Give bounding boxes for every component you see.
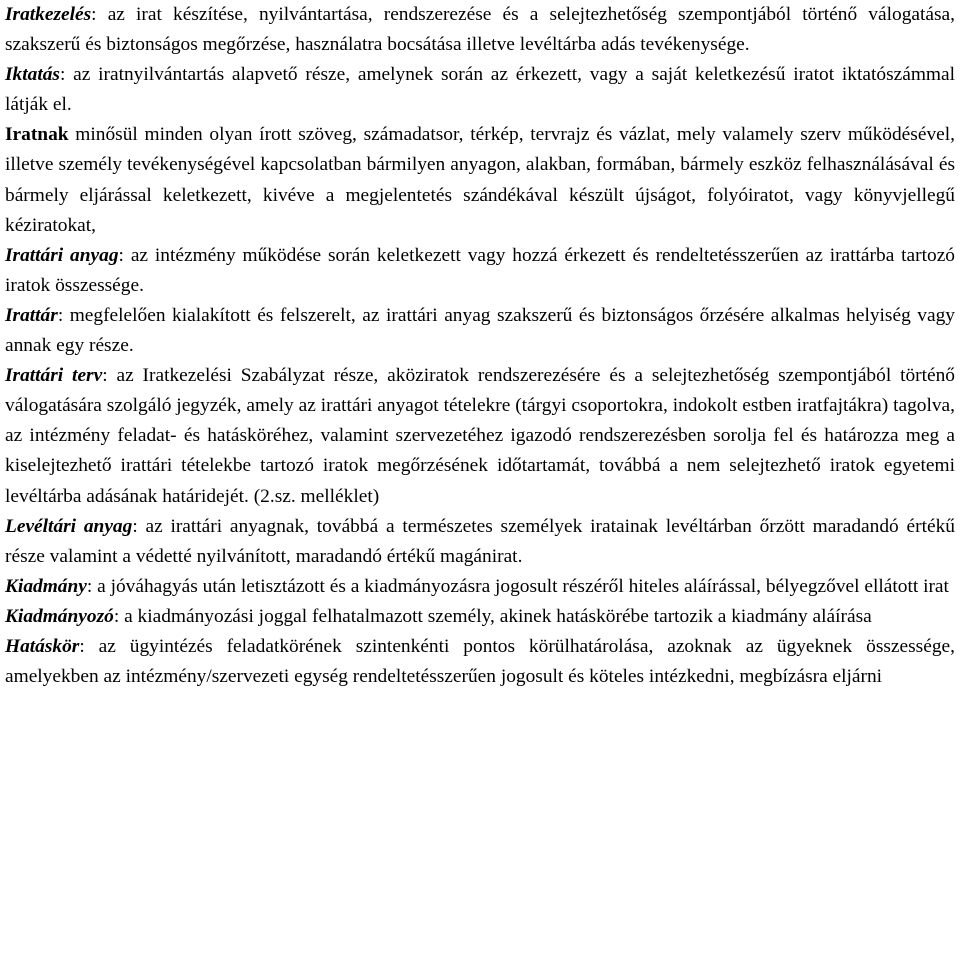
term-separator: : bbox=[118, 244, 131, 266]
definition-text: a kiadmányozási joggal felhatalmazott személy, akinek hatáskörébe tartozik a kiadmány aláírása bbox=[124, 605, 872, 627]
term-separator: : bbox=[113, 605, 125, 627]
term-label: Levéltári anyag bbox=[5, 515, 133, 537]
definition-text: az intézmény működése során keletkezett vagy hozzá érkezett és rendeltetésszerűen az irattárba tartozó iratok összessége. bbox=[5, 244, 956, 296]
term-label: Hatáskör bbox=[5, 635, 80, 657]
definition-text: az Iratkezelési Szabályzat része, aköziratok rendszerezésére és a selejtezhetőség szempontjából történő válogatására szolgáló jegyzék, amely az irattári anyagot tételekre (tárgyi csoportokra, indokolt estben iratfajtákra) tagolva, az intézmény feladat- és hatásköréhez, valamint szervezetéhez igazodó rendszerezésben sorolja fel és határozza meg a kiselejtezhető irattári tételekbe tartozó iratok megőrzésének időtartamát, továbbá a nem selejtezhető iratok egyetemi levéltárba adásának határidejét. (2.sz. melléklet) bbox=[5, 365, 955, 507]
term-label: Kiadmányozó bbox=[5, 605, 114, 627]
definition-text: minősül minden olyan írott szöveg, számadatsor, térkép, tervrajz és vázlat, mely valamely szerv működésével, illetve személy tevékenységével kapcsolatban bármilyen anyagon, alakban, formában, bármely eszköz felhasználásával és bármely eljárással keletkezett, kivéve a megjelentetés szándékával készült újságot, folyóiratot, vagy könyvjellegű kéziratokat, bbox=[5, 124, 955, 236]
term-label: Iratkezelés bbox=[5, 4, 92, 25]
definition-leveltari-anyag bbox=[5, 512, 955, 572]
term-label: Iratnak bbox=[5, 124, 69, 146]
definition-iratkezeles bbox=[5, 0, 955, 60]
term-label: Irattári terv bbox=[5, 365, 103, 387]
definition-text: megfelelően kialakított és felszerelt, az irattári anyag szakszerű és biztonságos őrzésére alkalmas helyiség vagy annak egy része. bbox=[5, 304, 955, 357]
definition-text: az irattári anyagnak, továbbá a természetes személyek iratainak levéltárban őrzött maradandó értékű része valamint a védetté nyilvánított, maradandó értékű magánirat. bbox=[5, 515, 955, 567]
term-label: Irattár bbox=[5, 304, 58, 326]
definition-irattar bbox=[5, 301, 955, 361]
definition-text: az ügyintézés feladatkörének szintenkénti pontos körülhatárolása, azoknak az ügyeknek összessége, amelyekben az intézmény/szervezeti egység rendeltetésszerűen jogosult és köteles intézkedni, megbízásra eljárni bbox=[5, 635, 955, 688]
term-label: Iktatás bbox=[5, 64, 60, 86]
definition-iktatas bbox=[5, 60, 955, 120]
term-separator: : bbox=[79, 635, 99, 657]
term-label: Irattári anyag bbox=[5, 244, 119, 266]
definition-irattari-anyag bbox=[5, 241, 955, 301]
term-separator: : bbox=[86, 575, 98, 597]
definition-irat bbox=[5, 120, 955, 240]
definition-kiadmany bbox=[5, 572, 955, 602]
term-separator: : bbox=[59, 64, 74, 86]
definition-text: az irat készítése, nyilvántartása, rendszerezése és a selejtezhetőség szempontjából történő válogatása, szakszerű és biztonságos megőrzése, használatra bocsátása illetve levéltárba adás tevékenysége. bbox=[5, 4, 955, 56]
definition-hataskor bbox=[5, 632, 955, 692]
definition-text: a jóváhagyás után letisztázott és a kiadmányozásra jogosult részéről hiteles aláírással, bélyegzővel ellátott irat bbox=[97, 575, 949, 597]
term-separator: : bbox=[91, 4, 108, 25]
definition-kiadmanyozo bbox=[5, 602, 955, 632]
term-label: Kiadmány bbox=[5, 575, 87, 597]
term-separator: : bbox=[102, 365, 117, 387]
term-separator: : bbox=[57, 304, 70, 326]
term-separator: : bbox=[132, 515, 146, 537]
definition-text: az iratnyilvántartás alapvető része, amelynek során az érkezett, vagy a saját keletkezésű iratot iktatószámmal látják el. bbox=[5, 64, 955, 116]
definition-irattari-terv bbox=[5, 361, 955, 511]
